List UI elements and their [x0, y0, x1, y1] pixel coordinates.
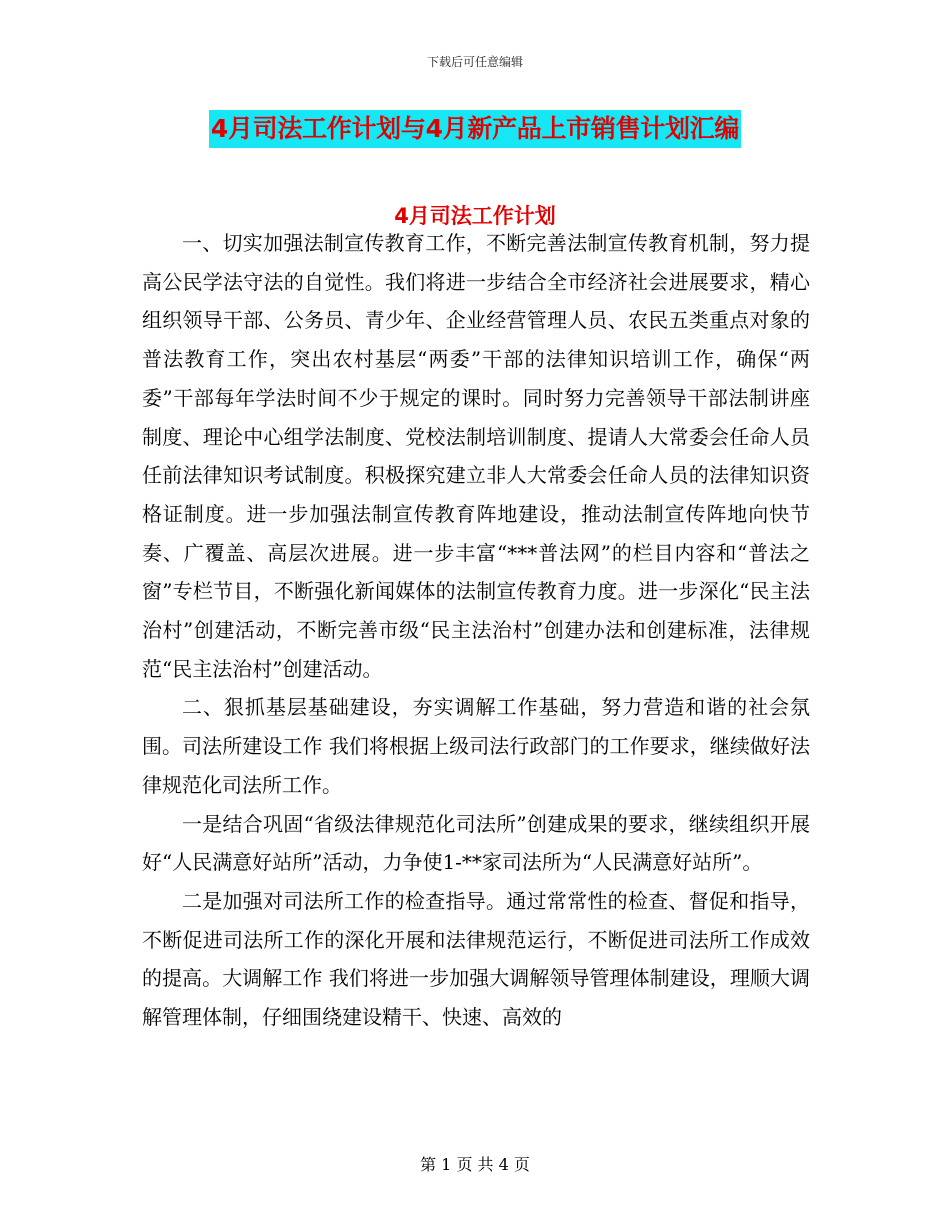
paragraph: 二是加强对司法所工作的检查指导。通过常常性的检查、督促和指导，不断促进司法所工作的深化开展和法律规范运行，不断促进司法所工作成效的提高。大调解工作 我们将进一步加强大调解领导管理体制建设，理顺大调解管理体制，仔细围绕建设精干、快速、高效的 — [142, 888, 810, 1030]
paragraph: 二、狠抓基层基础建设，夯实调解工作基础，努力营造和谐的社会氛围。司法所建设工作 我们将根据上级司法行政部门的工作要求，继续做好法律规范化司法所工作。 — [142, 695, 810, 797]
page-footer: 第 1 页 共 4 页 — [420, 1155, 530, 1174]
main-title-wrap — [0, 110, 950, 148]
paragraph: 一是结合巩固“省级法律规范化司法所”创建成果的要求，继续组织开展好“人民满意好站所”活动，力争使1-**家司法所为“人民满意好站所”。 — [142, 811, 810, 875]
document-body — [142, 224, 810, 1037]
header-note: 下载后可任意编辑 — [426, 55, 523, 69]
section-title: 4月司法工作计划 — [394, 204, 556, 228]
paragraph: 一、切实加强法制宣传教育工作，不断完善法制宣传教育机制，努力提高公民学法守法的自觉性。我们将进一步结合全市经济社会进展要求，精心组织领导干部、公务员、青少年、企业经营管理人员、农民五类重点对象的普法教育工作，突出农村基层“两委”干部的法律知识培训工作，确保“两委”干部每年学法时间不少于规定的课时。同时努力完善领导干部法制讲座制度、理论中心组学法制度、党校法制培训制度、提请人大常委会任命人员任前法律知识考试制度。积极探究建立非人大常委会任命人员的法律知识资格证制度。进一步加强法制宣传教育阵地建设，推动法制宣传阵地向快节奏、广覆盖、高层次进展。进一步丰富“***普法网”的栏目内容和“普法之窗”专栏节目，不断强化新闻媒体的法制宣传教育力度。进一步深化“民主法治村”创建活动，不断完善市级“民主法治村”创建办法和创建标准，法律规范“民主法治村”创建活动。 — [142, 231, 810, 681]
main-title: 4月司法工作计划与4月新产品上市销售计划汇编 — [209, 110, 741, 148]
